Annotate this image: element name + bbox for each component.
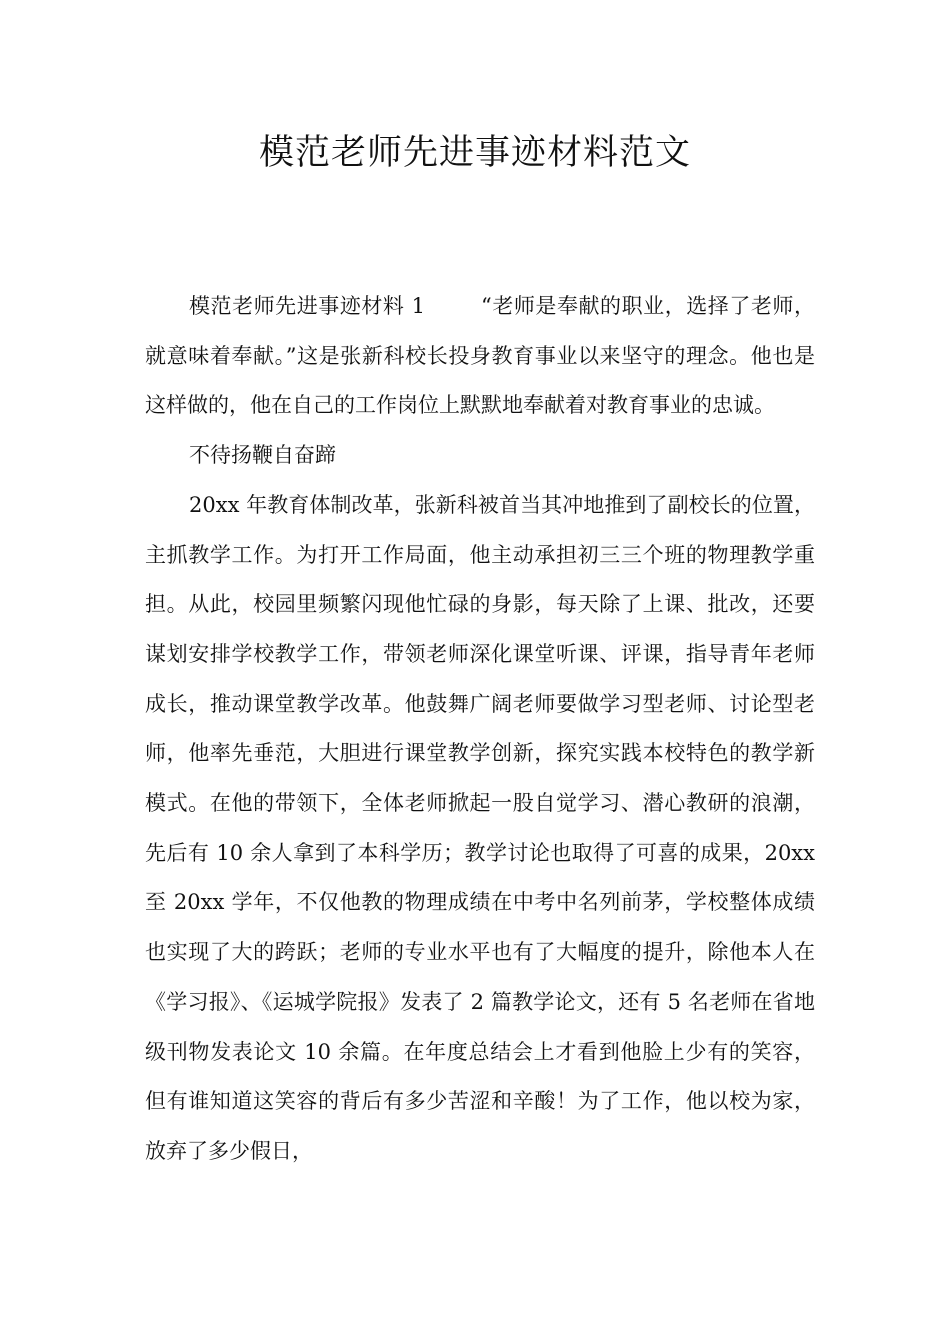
intro-heading: 模范老师先进事迹材料 1 — [189, 294, 426, 318]
paragraph-text: “老师是奉献的职业，选择了老师，就意味着奉献。”这是张新科校长投身教育事业以来坚守的理念。他也是这样做的，他在自己的工作岗位上默默地奉献着对教育事业的忠诚。 — [145, 294, 815, 418]
document-title: 模范老师先进事迹材料范文 — [258, 133, 691, 173]
paragraph-intro — [145, 282, 815, 431]
section-heading: 不待扬鞭自奋蹄 — [189, 443, 336, 468]
document-body — [145, 282, 815, 1177]
paragraph-main: 20xx 年教育体制改革，张新科被首当其冲地推到了副校长的位置，主抓教学工作。为打开工作局面，他主动承担初三三个班的物理教学重担。从此，校园里频繁闪现他忙碌的身影，每天除了上课、批改，还要谋划安排学校教学工作，带领老师深化课堂听课、评课，指导青年老师成长，推动课堂教学改革。他鼓舞广阔老师要做学习型老师、讨论型老师，他率先垂范，大胆进行课堂教学创新，探究实践本校特色的教学新模式。在他的带领下，全体老师掀起一股自觉学习、潜心教研的浪潮，先后有 10 余人拿到了本科学历；教学讨论也取得了可喜的成果，20xx 至 20xx 学年，不仅他教的物理成绩在中考中名列前茅，学校整体成绩也实现了大的跨跃；老师的专业水平也有了大幅度的提升，除他本人在《学习报》、《运城学院报》发表了 2 篇教学论文，还有 5 名老师在省地级刊物发表论文 10 余篇。在年度总结会上才看到他脸上少有的笑容，但有谁知道这笑容的背后有多少苦涩和辛酸！为了工作，他以校为家，放弃了多少假日， — [145, 492, 815, 1163]
